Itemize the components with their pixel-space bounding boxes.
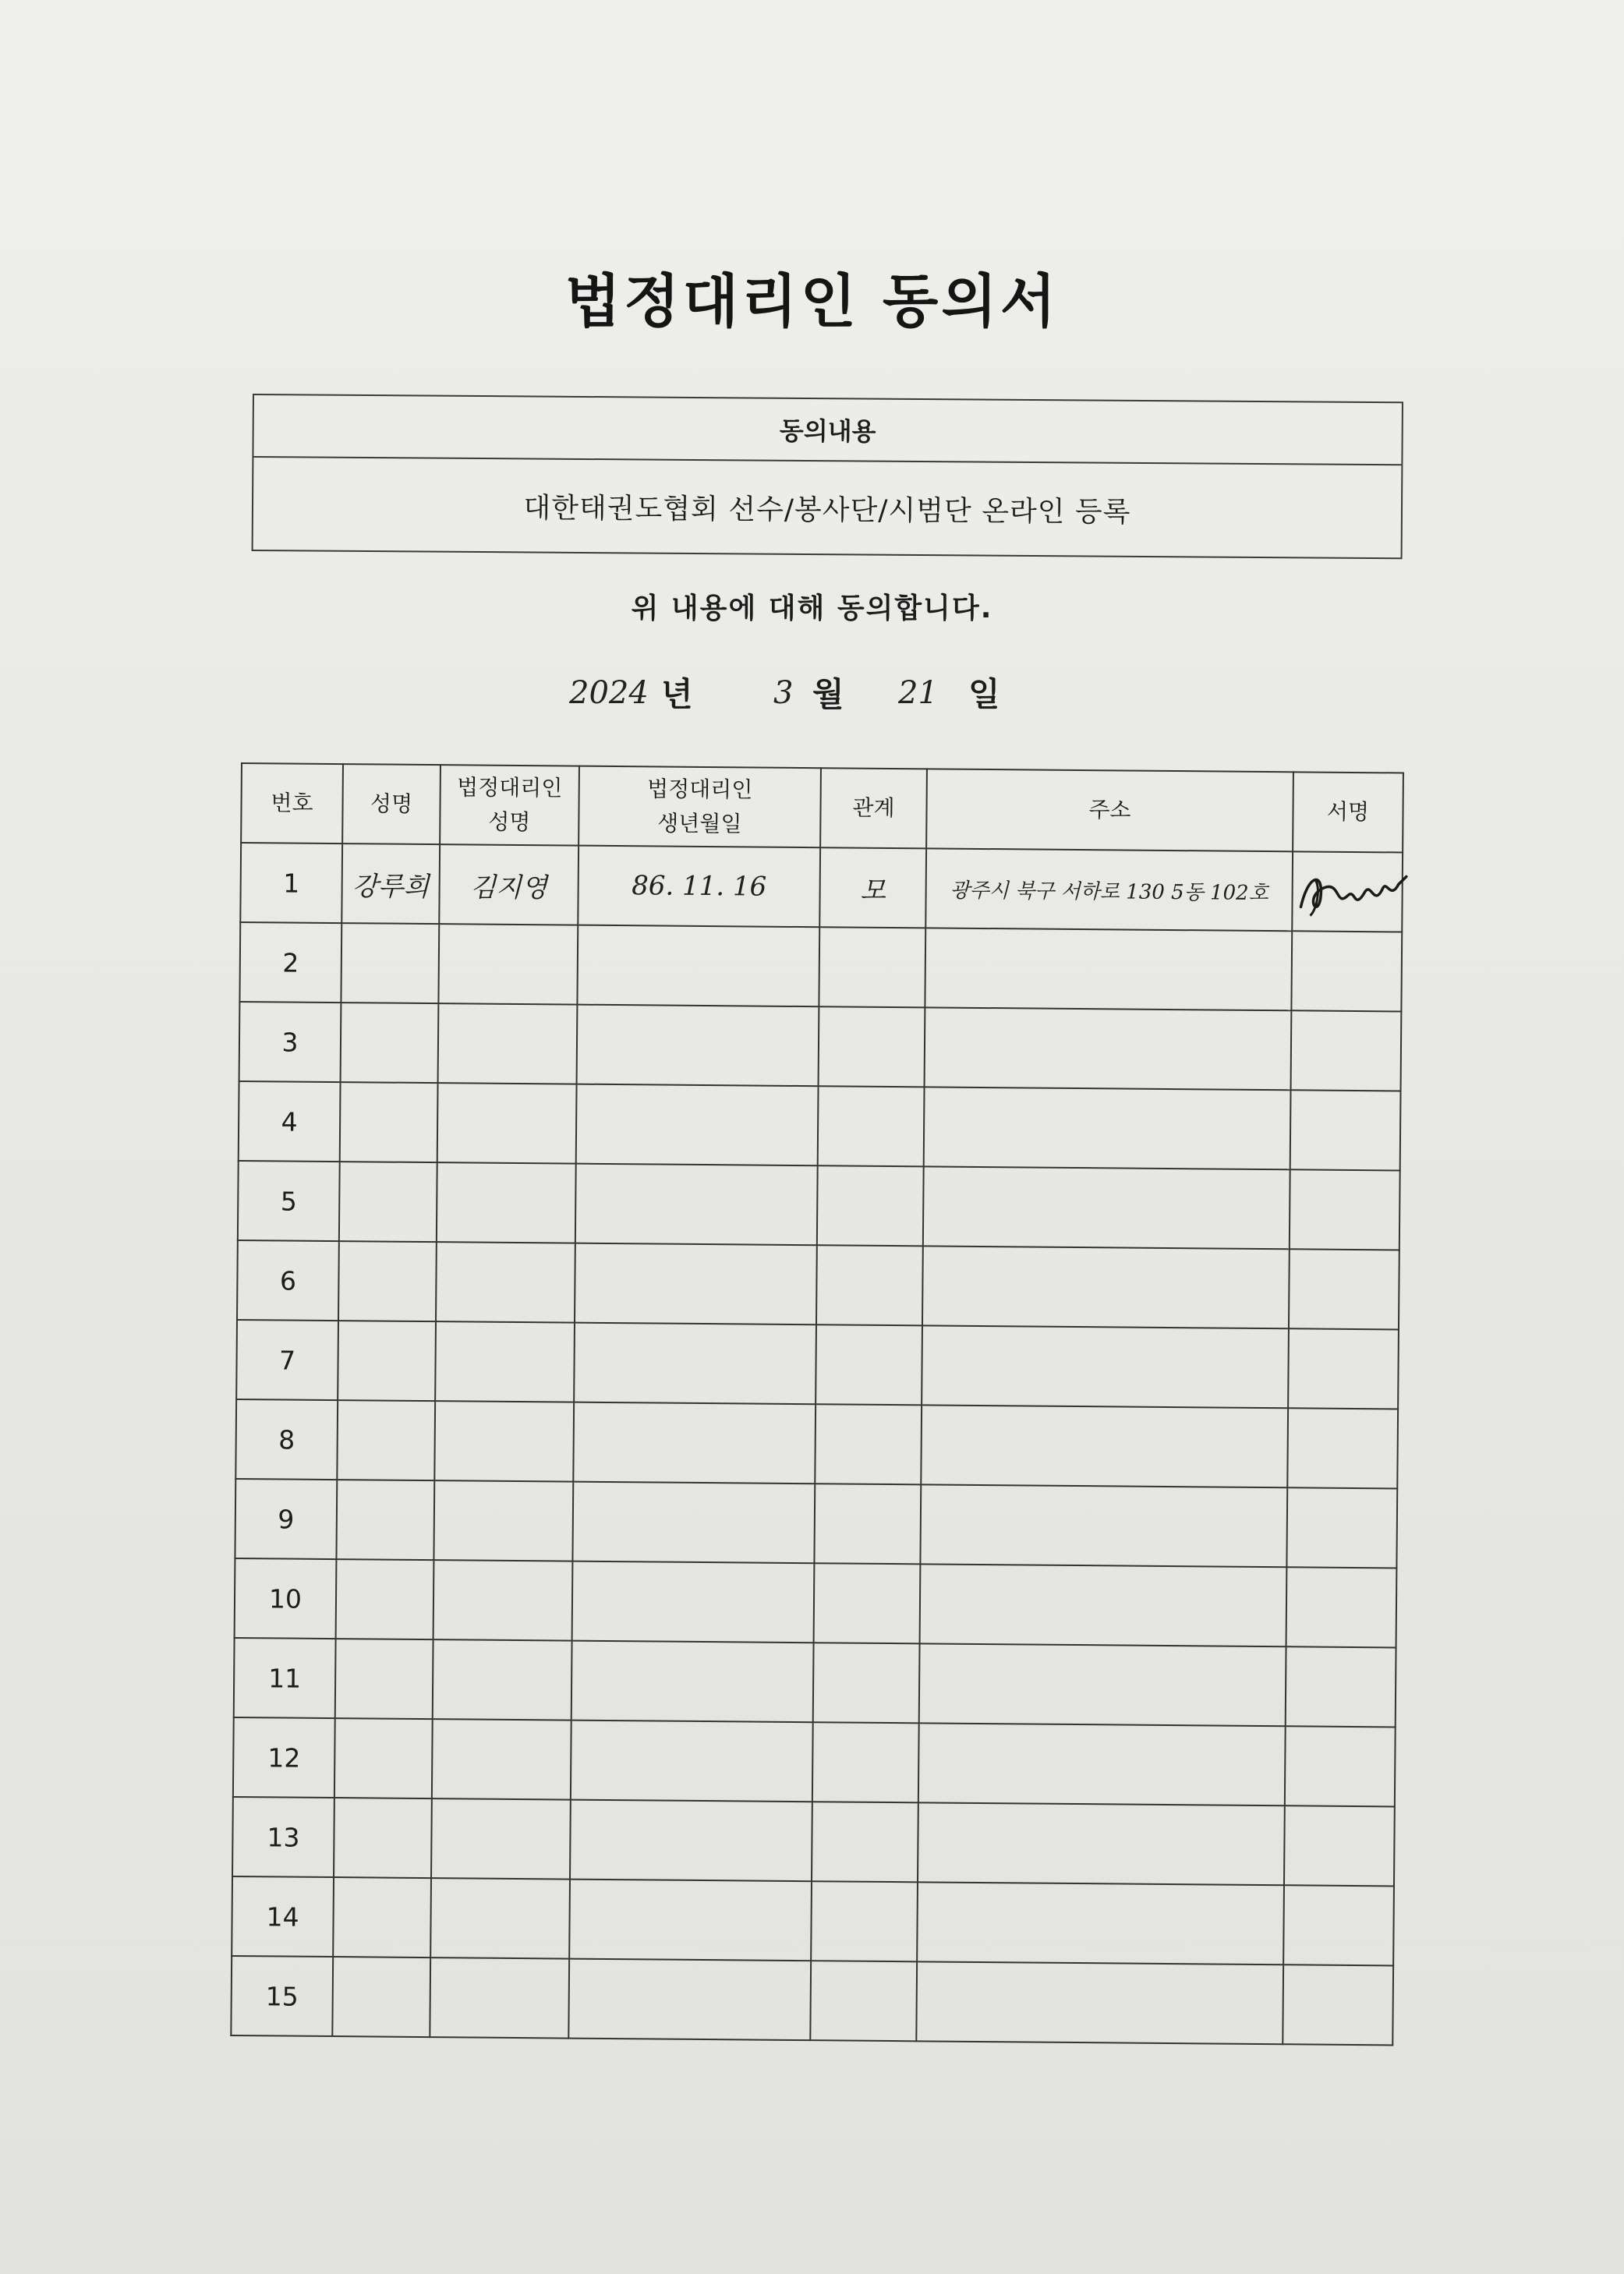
- table-row: [235, 1558, 1397, 1647]
- cell-number: 1: [240, 843, 342, 923]
- cell-address: [922, 1246, 1290, 1328]
- date-month-unit: 월: [812, 675, 844, 713]
- cell-address: [919, 1643, 1286, 1726]
- cell-relation: [817, 1165, 924, 1246]
- cell-guardian-birth: [575, 1243, 817, 1325]
- cell-signature: [1292, 851, 1403, 932]
- cell-address: [925, 1007, 1292, 1090]
- cell-number: 2: [239, 922, 341, 1003]
- date-month-value: 3: [773, 675, 794, 711]
- cell-relation: [814, 1484, 921, 1564]
- cell-guardian-name: [437, 1083, 577, 1163]
- cell-signature: [1284, 1805, 1395, 1886]
- cell-name: [332, 1957, 430, 2037]
- table-row: [235, 1479, 1397, 1568]
- table-row: [232, 1797, 1395, 1886]
- cell-guardian-name: [434, 1401, 574, 1481]
- guardian-table: [230, 762, 1404, 2046]
- table-row: [236, 1320, 1399, 1409]
- cell-name: [341, 1003, 439, 1083]
- date-day-unit: 일: [968, 675, 1000, 713]
- cell-number: 14: [232, 1876, 334, 1957]
- cell-name: [338, 1321, 436, 1401]
- table-row: [239, 1002, 1402, 1091]
- table-row: [239, 1081, 1401, 1170]
- cell-signature: [1289, 1249, 1399, 1329]
- cell-relation: [819, 1006, 925, 1087]
- cell-relation: [819, 927, 925, 1007]
- cell-signature: [1290, 1090, 1401, 1170]
- cell-guardian-birth: [568, 1959, 811, 2041]
- header-guardian-birth: 법정대리인 생년월일: [578, 766, 821, 848]
- table-row: [237, 1240, 1399, 1329]
- cell-relation: 모: [819, 847, 926, 928]
- date-day-value: 21: [898, 675, 938, 711]
- header-name: 성명: [342, 764, 440, 844]
- cell-guardian-name: [431, 1798, 571, 1879]
- cell-signature: [1290, 1169, 1400, 1250]
- table-row: [238, 1161, 1400, 1250]
- cell-name: [336, 1480, 434, 1560]
- cell-signature: [1283, 1965, 1393, 2045]
- table-row: [235, 1399, 1398, 1488]
- cell-name: [334, 1718, 433, 1798]
- cell-guardian-name: [437, 1162, 576, 1243]
- cell-number: 7: [236, 1320, 338, 1400]
- cell-number: 10: [235, 1558, 337, 1639]
- cell-guardian-birth: [569, 1880, 812, 1961]
- cell-name: [334, 1798, 432, 1878]
- cell-address: [918, 1723, 1286, 1805]
- table-row: [232, 1876, 1394, 1965]
- cell-relation: [818, 1086, 925, 1166]
- cell-address: [923, 1166, 1290, 1249]
- header-signature: 서명: [1293, 772, 1403, 852]
- cell-number: 4: [239, 1081, 341, 1162]
- cell-guardian-name: [433, 1480, 573, 1561]
- cell-guardian-birth: [577, 1005, 819, 1087]
- cell-name: 강루희: [341, 843, 440, 924]
- cell-name: [335, 1639, 433, 1719]
- header-address: 주소: [926, 769, 1293, 851]
- cell-guardian-name: [435, 1321, 575, 1402]
- cell-number: 12: [233, 1717, 335, 1798]
- cell-relation: [816, 1245, 923, 1325]
- cell-number: 3: [239, 1002, 341, 1082]
- cell-name: [336, 1559, 434, 1639]
- cell-guardian-birth: [570, 1800, 812, 1882]
- cell-guardian-name: [433, 1639, 572, 1720]
- date-year-value: 2024: [569, 675, 649, 711]
- date-year-unit: 년: [661, 675, 693, 713]
- cell-signature: [1286, 1646, 1396, 1727]
- cell-address: [916, 1961, 1283, 2044]
- agreement-statement: 위 내용에 대해 동의합니다.: [631, 592, 993, 624]
- cell-name: [338, 1241, 437, 1321]
- table-row: [239, 922, 1402, 1011]
- cell-guardian-birth: [574, 1323, 816, 1405]
- cell-name: [341, 923, 439, 1003]
- consent-box: [252, 394, 1403, 559]
- cell-guardian-birth: [571, 1641, 814, 1723]
- cell-relation: [814, 1563, 921, 1643]
- cell-guardian-birth: [575, 1164, 818, 1246]
- cell-address: [920, 1484, 1287, 1567]
- cell-number: 5: [238, 1161, 340, 1241]
- table-header-row: [241, 763, 1403, 852]
- cell-relation: [815, 1404, 922, 1484]
- cell-name: [340, 1082, 438, 1162]
- cell-number: 6: [237, 1240, 339, 1321]
- cell-number: 13: [232, 1797, 334, 1877]
- cell-relation: [812, 1802, 918, 1882]
- cell-guardian-name: [432, 1719, 571, 1799]
- cell-signature: [1288, 1328, 1399, 1409]
- cell-name: [339, 1162, 437, 1242]
- cell-relation: [810, 1961, 917, 2041]
- cell-address: [917, 1882, 1284, 1965]
- cell-guardian-birth: [576, 1084, 819, 1166]
- table-row: [233, 1717, 1396, 1806]
- cell-signature: [1287, 1408, 1398, 1488]
- cell-address: [920, 1564, 1287, 1646]
- cell-guardian-birth: [572, 1561, 815, 1643]
- cell-name: [337, 1400, 435, 1480]
- cell-number: 15: [231, 1956, 333, 2036]
- cell-signature: [1291, 931, 1402, 1011]
- table-row: [231, 1956, 1393, 2045]
- header-guardian-name: 법정대리인 성명: [440, 765, 579, 845]
- cell-address: [921, 1405, 1288, 1487]
- cell-relation: [816, 1324, 922, 1405]
- cell-guardian-birth: 86. 11. 16: [578, 846, 820, 928]
- cell-guardian-birth: [577, 925, 819, 1007]
- handwritten-signature: [1293, 864, 1410, 919]
- cell-guardian-name: [438, 1003, 578, 1084]
- cell-relation: [813, 1643, 920, 1723]
- cell-signature: [1285, 1726, 1396, 1806]
- cell-guardian-name: [430, 1957, 569, 2038]
- cell-number: 9: [235, 1479, 337, 1559]
- cell-guardian-name: [438, 924, 578, 1004]
- cell-guardian-birth: [572, 1482, 815, 1564]
- cell-guardian-birth: [573, 1402, 816, 1484]
- cell-guardian-name: 김지영: [439, 844, 578, 925]
- cell-relation: [812, 1722, 919, 1802]
- cell-address: [924, 1087, 1291, 1169]
- header-number: 번호: [241, 763, 343, 843]
- consent-text: 대한태권도협회 선수/봉사단/시범단 온라인 등록: [523, 491, 1131, 529]
- cell-guardian-name: [433, 1560, 573, 1640]
- date-line: [561, 669, 1107, 723]
- consent-header: 동의내용: [253, 395, 1402, 465]
- cell-name: [333, 1877, 431, 1957]
- cell-signature: [1291, 1010, 1402, 1091]
- table-row: [240, 843, 1403, 932]
- cell-address: 광주시 북구 서하로 130 5동 102호: [925, 848, 1293, 931]
- cell-address: [918, 1802, 1285, 1885]
- cell-signature: [1286, 1567, 1397, 1647]
- cell-number: 11: [234, 1638, 336, 1718]
- cell-address: [925, 928, 1292, 1010]
- table-body: [231, 843, 1403, 2045]
- header-relation: 관계: [820, 768, 927, 848]
- cell-signature: [1283, 1885, 1394, 1965]
- document-title: 법정대리인 동의서: [564, 268, 1060, 335]
- cell-guardian-name: [430, 1878, 570, 1958]
- cell-guardian-birth: [571, 1721, 813, 1802]
- cell-relation: [811, 1881, 918, 1961]
- cell-guardian-name: [436, 1242, 575, 1322]
- table-row: [234, 1638, 1396, 1727]
- cell-number: 8: [235, 1399, 338, 1480]
- cell-signature: [1286, 1487, 1397, 1568]
- cell-address: [922, 1325, 1289, 1408]
